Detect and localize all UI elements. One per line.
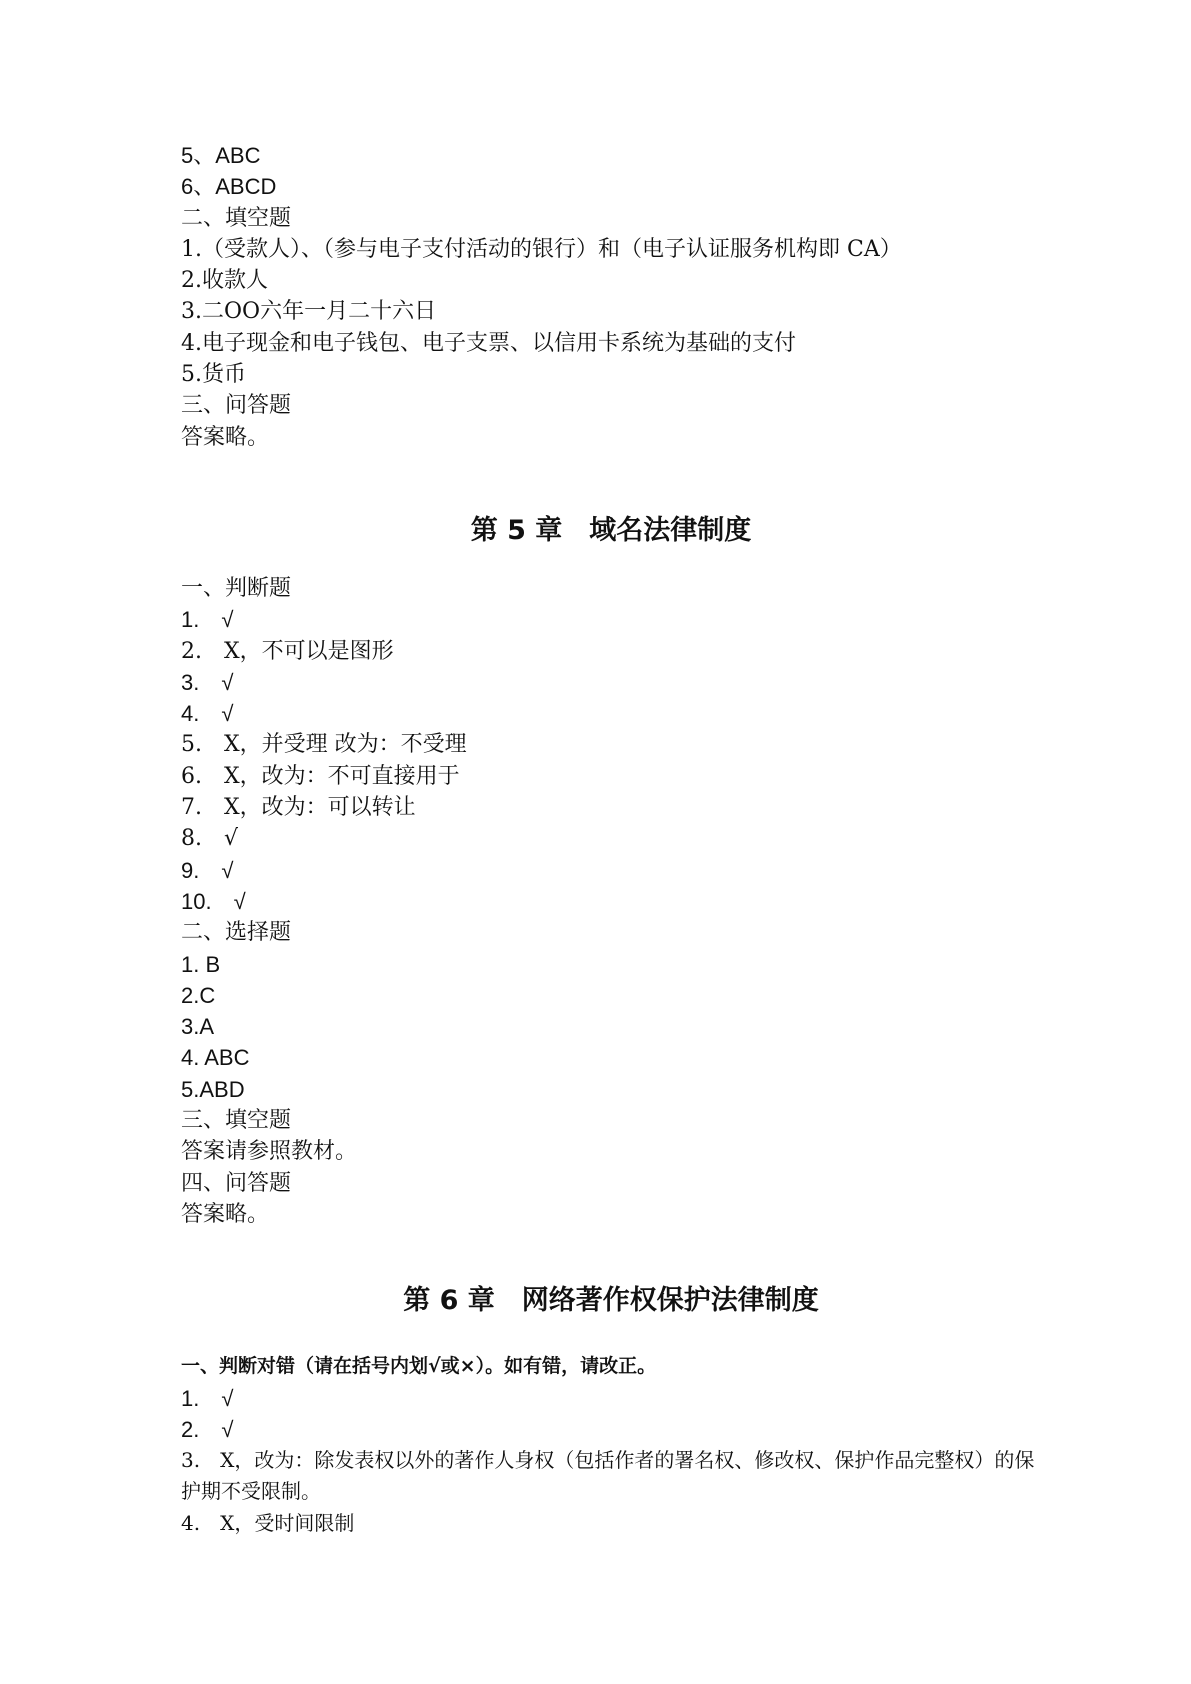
answer-line: 5. X，并受理 改为：不受理 — [181, 732, 467, 758]
answer-line: 10. √ — [181, 888, 246, 914]
answer-line: 5、ABC — [181, 143, 261, 168]
answer-line: 6. X，改为：不可直接用于 — [181, 763, 460, 789]
answer-line: 5.ABD — [181, 1076, 245, 1102]
answer-line: 2. √ — [181, 1416, 234, 1442]
answer-line: 4. √ — [181, 701, 234, 727]
document-page — [181, 140, 1041, 1539]
section-heading: 一、判断对错（请在括号内划√或×）。如有错，请改正。 — [181, 1355, 657, 1378]
answer-line: 3. X，改为：除发表权以外的著作人身权（包括作者的署名权、修改权、保护作品完整权）的保护期不受限制。 — [181, 1448, 1035, 1504]
answer-line: 7. X，改为：可以转让 — [181, 795, 416, 821]
section-heading: 四、问答题 — [181, 1170, 292, 1196]
answer-line: 2.收款人 — [181, 268, 268, 294]
answer-line: 答案请参照教材。 — [181, 1139, 358, 1165]
answer-line: 4. X，受时间限制 — [181, 1510, 355, 1535]
answer-line: 2.C — [181, 982, 216, 1008]
answer-line: 4. ABC — [181, 1045, 250, 1071]
answer-line: 1. B — [181, 951, 221, 977]
answer-line: 4.电子现金和电子钱包、电子支票、以信用卡系统为基础的支付 — [181, 330, 796, 356]
chapter-5-title: 第 5 章 域名法律制度 — [470, 514, 752, 546]
answer-list-top — [181, 140, 1041, 453]
answer-line: 5.货币 — [181, 362, 246, 388]
section-heading: 三、问答题 — [181, 393, 292, 419]
section-heading: 一、判断题 — [181, 575, 292, 601]
answer-line: 答案略。 — [181, 1201, 270, 1227]
chapter-6-answers — [181, 1351, 1041, 1539]
chapter-6-title: 第 6 章 网络著作权保护法律制度 — [403, 1285, 819, 1317]
answer-line: 3.二OO六年一月二十六日 — [181, 299, 437, 325]
chapter-5-answers — [181, 573, 1041, 1230]
answer-line: 1. √ — [181, 1385, 234, 1411]
answer-line: 答案略。 — [181, 424, 270, 450]
answer-line: 1. √ — [181, 607, 234, 633]
section-heading: 二、填空题 — [181, 205, 292, 231]
section-heading: 二、选择题 — [181, 920, 292, 946]
answer-line: 1.（受款人）、（参与电子支付活动的银行）和（电子认证服务机构即 CA） — [181, 236, 902, 262]
answer-line: 3.A — [181, 1014, 215, 1040]
section-heading: 三、填空题 — [181, 1108, 292, 1134]
answer-line: 9. √ — [181, 857, 234, 883]
answer-line: 6、ABCD — [181, 174, 277, 200]
answer-line: 3. √ — [181, 669, 234, 695]
answer-line: 2. X，不可以是图形 — [181, 638, 394, 664]
answer-line: 8. √ — [181, 826, 239, 852]
